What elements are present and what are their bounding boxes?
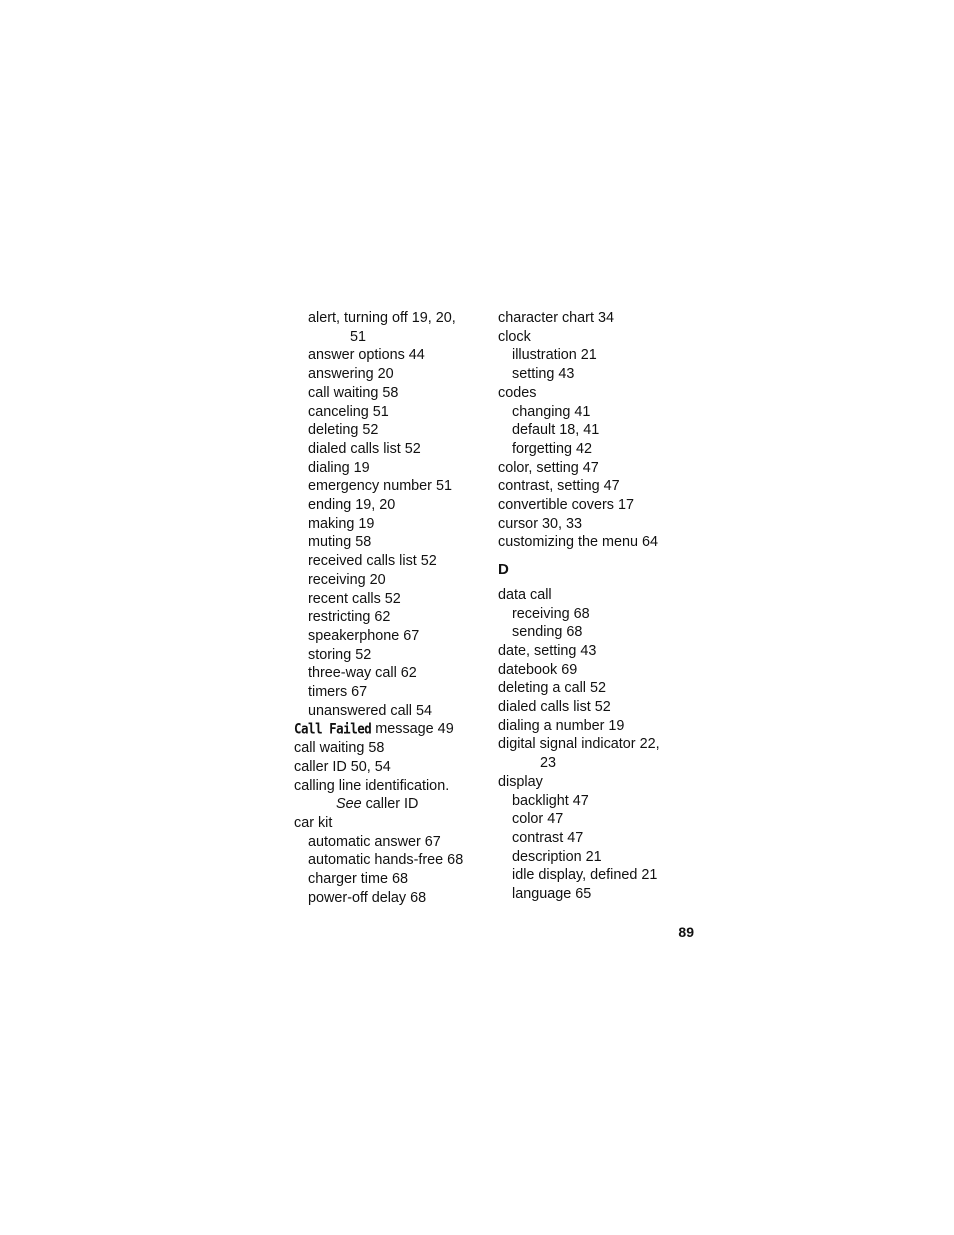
index-entry: charger time 68	[308, 871, 408, 888]
index-entry: date, setting 43	[498, 642, 597, 659]
index-entry: dialed calls list 52	[308, 440, 421, 457]
index-entry: receiving 20	[308, 571, 386, 588]
index-entry: description 21	[512, 848, 602, 865]
index-entry-text: message 49	[371, 721, 454, 738]
index-entry: forgetting 42	[512, 440, 593, 457]
index-entry: alert, turning off 19, 20,	[308, 310, 456, 326]
index-entry: emergency number 51	[308, 478, 452, 495]
index-entry: car kit	[294, 814, 333, 831]
index-entry: storing 52	[308, 646, 372, 663]
index-entry: idle display, defined 21	[512, 867, 658, 884]
see-target: caller ID	[361, 796, 419, 813]
index-entry: dialing a number 19	[498, 717, 625, 734]
index-entry: unanswered call 54	[308, 702, 432, 719]
index-entry: clock	[498, 328, 531, 345]
index-entry: illustration 21	[512, 347, 597, 364]
index-entry: automatic answer 67	[308, 833, 441, 850]
index-entry: default 18, 41	[512, 422, 600, 439]
index-entry: color, setting 47	[498, 459, 599, 476]
index-entry: digital signal indicator 22,	[498, 736, 660, 753]
index-entry: answering 20	[308, 366, 394, 383]
index-entry: codes	[498, 384, 537, 401]
index-entry: convertible covers 17	[498, 497, 634, 514]
index-entry: ending 19, 20	[308, 497, 396, 514]
index-column-right	[498, 309, 698, 904]
index-entry: restricting 62	[308, 609, 391, 626]
index-entry: dialing 19	[308, 459, 370, 476]
index-entry-continuation: 23	[540, 755, 557, 772]
index-entry: datebook 69	[498, 661, 578, 678]
index-entry: calling line identification.	[294, 777, 450, 794]
index-entry: dialed calls list 52	[498, 699, 611, 716]
index-entry: recent calls 52	[308, 590, 401, 607]
index-entry: answer options 44	[308, 347, 425, 364]
index-entry: customizing the menu 64	[498, 534, 658, 551]
index-entry: three-way call 62	[308, 665, 417, 682]
index-entry: changing 41	[512, 403, 591, 420]
index-entry: character chart 34	[498, 310, 614, 326]
index-entry: call waiting 58	[294, 740, 385, 757]
index-entry: canceling 51	[308, 403, 389, 420]
section-heading-d: D	[498, 561, 509, 579]
index-entry: deleting 52	[308, 422, 379, 439]
index-entry: contrast 47	[512, 829, 584, 846]
index-entry-call-failed	[294, 720, 484, 739]
index-entry: making 19	[308, 515, 375, 532]
index-entry: call waiting 58	[308, 384, 399, 401]
index-entry: cursor 30, 33	[498, 515, 582, 532]
index-entry: speakerphone 67	[308, 627, 420, 644]
index-entry: sending 68	[512, 624, 583, 641]
index-entry-continuation: 51	[350, 328, 367, 345]
index-entry: received calls list 52	[308, 553, 437, 570]
index-entry: timers 67	[308, 684, 368, 701]
index-entry: color 47	[512, 811, 564, 828]
index-entry: receiving 68	[512, 605, 590, 622]
index-entry: caller ID 50, 54	[294, 758, 391, 775]
index-entry: backlight 47	[512, 792, 589, 809]
display-text-call-failed: Call Failed	[294, 720, 372, 738]
index-entry: display	[498, 773, 543, 790]
index-entry: muting 58	[308, 534, 372, 551]
index-entry: power-off delay 68	[308, 889, 427, 906]
index-entry: data call	[498, 586, 552, 603]
index-column-left	[294, 309, 484, 908]
index-entry: deleting a call 52	[498, 680, 607, 697]
index-entry: setting 43	[512, 366, 575, 383]
index-entry: language 65	[512, 886, 592, 903]
see-label: See	[336, 796, 362, 813]
index-entry-see-reference	[294, 795, 484, 814]
index-entry: contrast, setting 47	[498, 478, 620, 495]
page-number: 89	[678, 924, 694, 940]
index-entry: automatic hands-free 68	[308, 852, 464, 869]
